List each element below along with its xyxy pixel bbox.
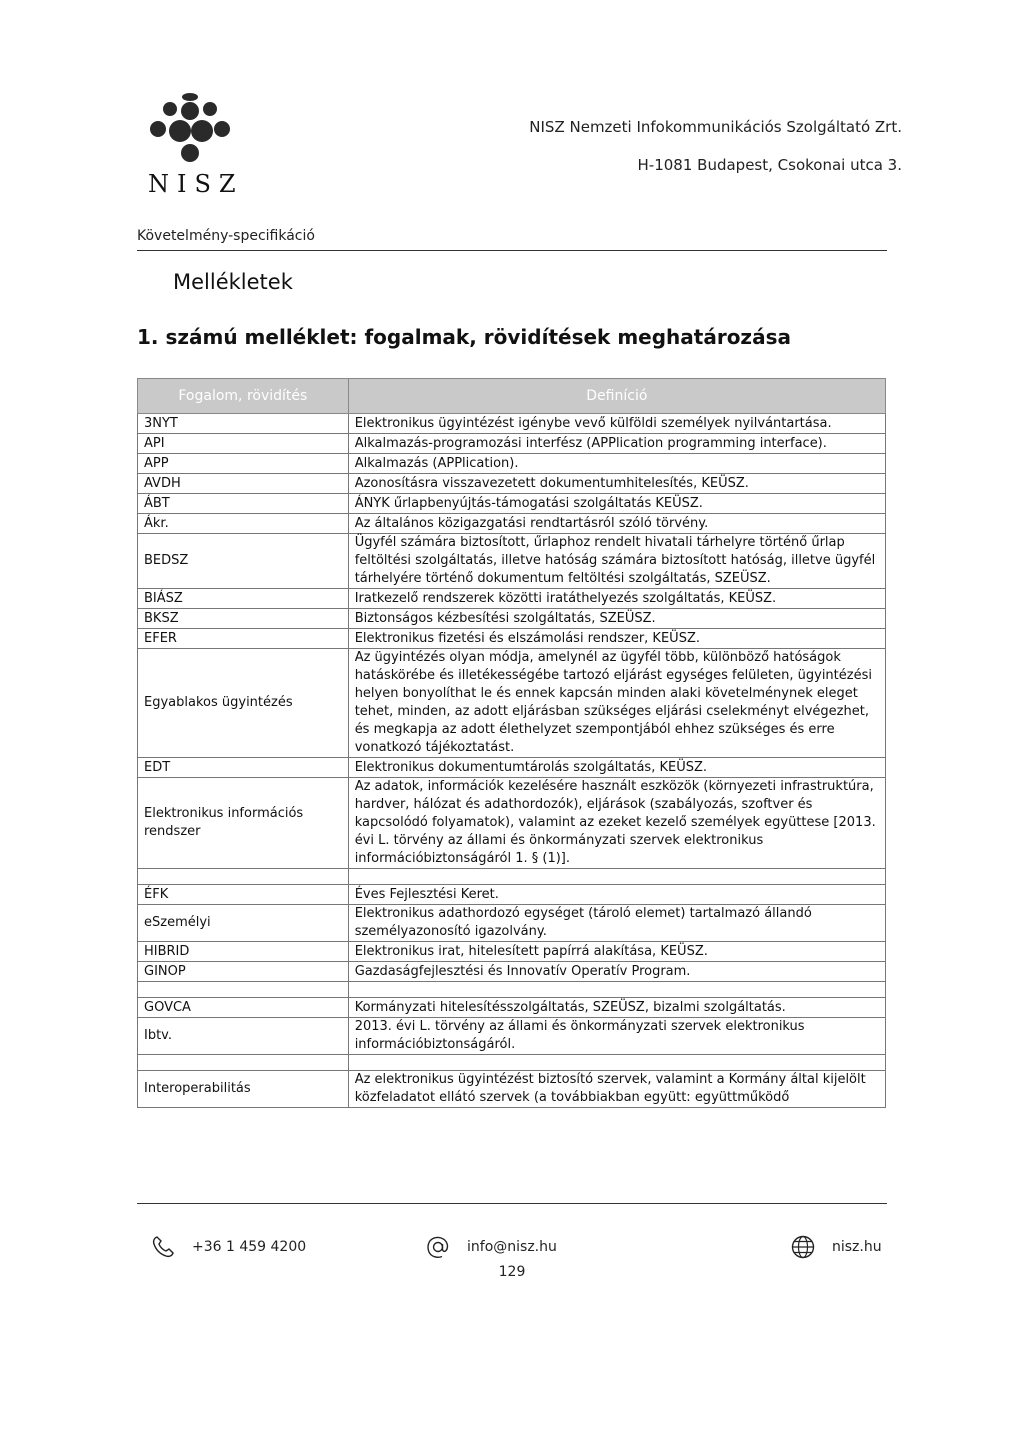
website-url: nisz.hu — [832, 1239, 882, 1255]
term-cell: HIBRID — [138, 942, 349, 962]
document-type: Követelmény-specifikáció — [137, 228, 315, 244]
table-row — [138, 869, 886, 885]
term-cell: BIÁSZ — [138, 589, 349, 609]
term-cell: EDT — [138, 758, 349, 778]
definition-cell — [348, 982, 885, 998]
definition-cell: ÁNYK űrlapbenyújtás-támogatási szolgáltatás KEÜSZ. — [348, 494, 885, 514]
table-row — [138, 778, 886, 869]
term-cell: Elektronikus információs rendszer — [138, 778, 349, 869]
table-row — [138, 982, 886, 998]
table-row — [138, 589, 886, 609]
company-name: NISZ Nemzeti Infokommunikációs Szolgáltató Zrt. — [529, 118, 902, 136]
page-number: 129 — [498, 1264, 526, 1280]
term-cell: APP — [138, 454, 349, 474]
table-row — [138, 629, 886, 649]
definition-cell: Biztonságos kézbesítési szolgáltatás, SZEÜSZ. — [348, 609, 885, 629]
table-row — [138, 905, 886, 942]
definition-cell: Azonosításra visszavezetett dokumentumhitelesítés, KEÜSZ. — [348, 474, 885, 494]
definition-cell — [348, 1055, 885, 1071]
table-row — [138, 758, 886, 778]
definitions-table — [137, 378, 886, 1108]
table-header-row — [138, 379, 886, 414]
definition-cell: Alkalmazás-programozási interfész (APPlication programming interface). — [348, 434, 885, 454]
definition-cell: 2013. évi L. törvény az állami és önkormányzati szervek elektronikus információbiztonságáról. — [348, 1018, 885, 1055]
table-row — [138, 434, 886, 454]
table-row — [138, 414, 886, 434]
term-cell — [138, 869, 349, 885]
term-cell: GINOP — [138, 962, 349, 982]
definition-cell: Elektronikus irat, hitelesített papírrá alakítása, KEÜSZ. — [348, 942, 885, 962]
term-cell: 3NYT — [138, 414, 349, 434]
footer-phone — [150, 1234, 306, 1260]
definition-cell: Iratkezelő rendszerek közötti iratáthelyezés szolgáltatás, KEÜSZ. — [348, 589, 885, 609]
definition-cell: Alkalmazás (APPlication). — [348, 454, 885, 474]
definition-cell: Az elektronikus ügyintézést biztosító szervek, valamint a Kormány által kijelölt közfeladatot ellátó szervek (a továbbiakban együtt: együttműködő — [348, 1071, 885, 1108]
definition-cell: Elektronikus dokumentumtárolás szolgáltatás, KEÜSZ. — [348, 758, 885, 778]
table-row — [138, 474, 886, 494]
term-cell: EFER — [138, 629, 349, 649]
definition-cell: Ügyfél számára biztosított, űrlaphoz rendelt hivatali tárhelyre történő űrlap feltöltési szolgáltatás, illetve hatóság számára biztosított hatóság, illetve ügyfél tárhelyére történő dokumentum feltöltési szolgáltatás, SZEÜSZ. — [348, 534, 885, 589]
table-row — [138, 1071, 886, 1108]
term-cell: Interoperabilitás — [138, 1071, 349, 1108]
phone-icon — [150, 1234, 176, 1260]
table-row — [138, 998, 886, 1018]
section-title: Mellékletek — [173, 270, 293, 294]
definition-cell: Éves Fejlesztési Keret. — [348, 885, 885, 905]
table-row — [138, 885, 886, 905]
at-sign-icon — [425, 1234, 451, 1260]
term-cell: Egyablakos ügyintézés — [138, 649, 349, 758]
definition-cell: Elektronikus adathordozó egységet (tároló elemet) tartalmazó állandó személyazonosító igazolvány. — [348, 905, 885, 942]
header-divider — [137, 250, 887, 251]
term-cell: ÉFK — [138, 885, 349, 905]
column-header-term: Fogalom, rövidítés — [138, 379, 349, 414]
table-row — [138, 514, 886, 534]
definition-cell: Az adatok, információk kezelésére használt eszközök (környezeti infrastruktúra, hardver, hálózat és adathordozók), eljárások (szabályozás, szoftver és kapcsolódó folyamatok), valamint az ezeket kezelő személyek együttese [2013. évi L. törvény az állami és önkormányzati szervek elektronikus információbiztonságáról 1. § (1)]. — [348, 778, 885, 869]
definition-cell: Elektronikus fizetési és elszámolási rendszer, KEÜSZ. — [348, 629, 885, 649]
table-row — [138, 534, 886, 589]
company-address: H-1081 Budapest, Csokonai utca 3. — [637, 156, 902, 174]
table-row — [138, 942, 886, 962]
term-cell: Ákr. — [138, 514, 349, 534]
definition-cell: Elektronikus ügyintézést igénybe vevő külföldi személyek nyilvántartása. — [348, 414, 885, 434]
term-cell: ÁBT — [138, 494, 349, 514]
column-header-definition: Definíció — [348, 379, 885, 414]
table-row — [138, 494, 886, 514]
footer-email — [425, 1234, 557, 1260]
table-row — [138, 454, 886, 474]
footer-divider — [137, 1203, 887, 1204]
annex-title: 1. számú melléklet: fogalmak, rövidítések meghatározása — [137, 325, 791, 349]
term-cell: BEDSZ — [138, 534, 349, 589]
term-cell: BKSZ — [138, 609, 349, 629]
term-cell — [138, 982, 349, 998]
definition-cell — [348, 869, 885, 885]
logo-wordmark: NISZ — [148, 170, 244, 198]
term-cell: eSzemélyi — [138, 905, 349, 942]
definition-cell: Az ügyintézés olyan módja, amelynél az ügyfél több, különböző hatóságok hatáskörébe és illetékességébe tartozó eljárást egységes felületen, ügyintézési helyen bonyolíthat le és ennek kapcsán minden alaki követelménynek eleget tehet, minden, az adott eljárásban szükséges eljárási cselekményt elvégezhet, és megkapja az adott élethelyzet szempontjából ehhez szükséges és erre vonatkozó tájékoztatást. — [348, 649, 885, 758]
footer-website — [790, 1234, 882, 1260]
term-cell: API — [138, 434, 349, 454]
email-address: info@nisz.hu — [467, 1239, 557, 1255]
table-row — [138, 1018, 886, 1055]
definition-cell: Gazdaságfejlesztési és Innovatív Operatív Program. — [348, 962, 885, 982]
table-row — [138, 649, 886, 758]
table-row — [138, 609, 886, 629]
definition-cell: Kormányzati hitelesítésszolgáltatás, SZEÜSZ, bizalmi szolgáltatás. — [348, 998, 885, 1018]
table-row — [138, 962, 886, 982]
term-cell: GOVCA — [138, 998, 349, 1018]
globe-icon — [790, 1234, 816, 1260]
phone-number: +36 1 459 4200 — [192, 1239, 307, 1255]
term-cell — [138, 1055, 349, 1071]
term-cell: AVDH — [138, 474, 349, 494]
term-cell: Ibtv. — [138, 1018, 349, 1055]
definition-cell: Az általános közigazgatási rendtartásról szóló törvény. — [348, 514, 885, 534]
table-row — [138, 1055, 886, 1071]
